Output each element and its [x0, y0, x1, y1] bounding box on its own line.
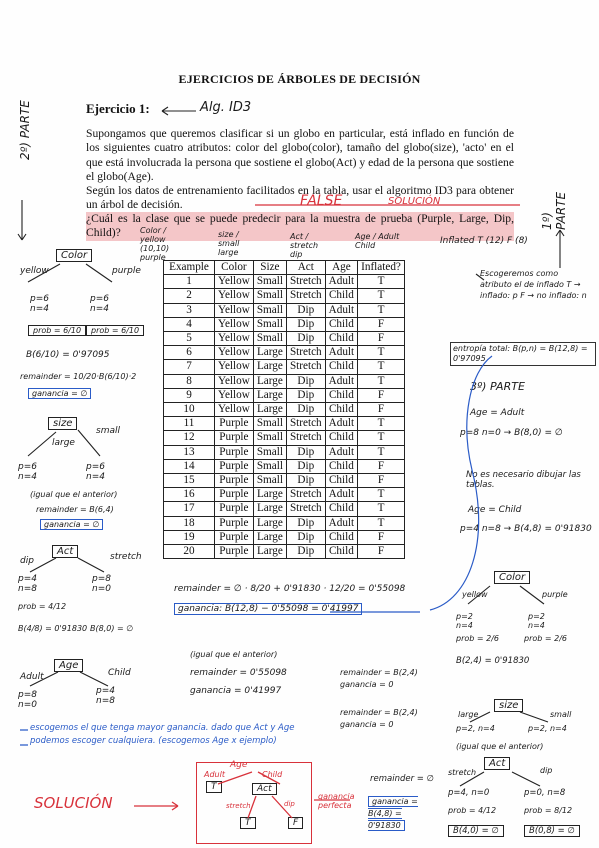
table-cell: F [358, 545, 405, 559]
b-0-8: B(0,8) = ∅ [524, 826, 580, 836]
sol-adult-label: Adult [204, 770, 225, 779]
table-cell: F [358, 332, 405, 346]
sol-t1: T [206, 782, 222, 792]
table-cell: 1 [164, 275, 215, 289]
ganancia-zero: ganancia = 0 [340, 680, 394, 689]
pn-dip2: p=0, n=8 [524, 788, 566, 798]
table-cell: 4 [164, 317, 215, 331]
ganancia-age: ganancia = 0'41997 [190, 686, 282, 696]
size-node: size [48, 418, 77, 429]
b-2-4: B(2,4) = 0'91830 [456, 656, 530, 666]
ganancia-zero-b: ganancia = 0 [340, 720, 394, 729]
igual-note-3: (igual que el anterior) [456, 742, 544, 751]
header-size: Size [253, 261, 286, 275]
table-cell: Large [253, 388, 286, 402]
table-cell: 15 [164, 474, 215, 488]
remainder-empty: remainder = ∅ [370, 774, 435, 784]
table-cell: Large [253, 488, 286, 502]
table-cell: Yellow [215, 346, 254, 360]
table-cell: 11 [164, 417, 215, 431]
header-color: Color [215, 261, 254, 275]
table-cell: Stretch [286, 488, 325, 502]
table-cell: Dip [286, 445, 325, 459]
table-cell: 19 [164, 530, 215, 544]
age-adult-label: Age = Adult [470, 408, 525, 418]
table-cell: Purple [215, 545, 254, 559]
table-cell: Purple [215, 502, 254, 516]
table-cell: T [358, 417, 405, 431]
table-cell: Purple [215, 530, 254, 544]
prob-purple2: prob = 2/6 [524, 634, 568, 643]
table-cell: Small [253, 317, 286, 331]
table-cell: Dip [286, 388, 325, 402]
branch-small: small [96, 426, 120, 436]
prob-4-12: prob = 4/12 [18, 602, 67, 611]
remainder-b24b: remainder = B(2,4) [340, 708, 418, 717]
branch-adult: Adult [20, 672, 44, 682]
table-cell: Small [253, 431, 286, 445]
table-cell: T [358, 374, 405, 388]
table-cell: Small [253, 275, 286, 289]
table-cell: T [358, 502, 405, 516]
table-cell: 18 [164, 516, 215, 530]
table-cell: Stretch [286, 360, 325, 374]
table-cell: Yellow [215, 275, 254, 289]
table-cell: 2 [164, 289, 215, 303]
branch-dip2: dip [540, 766, 553, 775]
table-cell: Dip [286, 530, 325, 544]
pn-yellow: p=6 n=4 [30, 294, 49, 314]
pn-child: p=4 n=8 [96, 686, 115, 706]
ganancia-act-eq: ganancia: B(12,8) − 0'55098 = 0'41997 [174, 604, 362, 614]
table-cell: Large [253, 530, 286, 544]
header-age: Age [325, 261, 357, 275]
ganancia-size: ganancia = ∅ [40, 520, 103, 529]
branch-purple2: purple [542, 590, 568, 599]
table-cell: 14 [164, 459, 215, 473]
prob-stretch2: prob = 4/12 [448, 806, 497, 815]
pn-stretch: p=8 n=0 [92, 574, 111, 594]
table-cell: Purple [215, 459, 254, 473]
table-cell: Purple [215, 431, 254, 445]
table-cell: Large [253, 403, 286, 417]
table-cell: 8 [164, 374, 215, 388]
ganancia-color: ganancia = ∅ [28, 389, 91, 398]
table-cell: 12 [164, 431, 215, 445]
table-cell: Yellow [215, 360, 254, 374]
table-cell: Dip [286, 303, 325, 317]
table-cell: Dip [286, 474, 325, 488]
table-cell: Child [325, 388, 357, 402]
handwritten-header-color: Color / yellow (10,10) purple [140, 226, 170, 262]
sol-age-label: Age [230, 760, 248, 770]
table-cell: Adult [325, 374, 357, 388]
table-cell: F [358, 317, 405, 331]
act-node: Act [52, 546, 78, 557]
pn-dip: p=4 n=8 [18, 574, 37, 594]
pn-small: p=6 n=4 [86, 462, 105, 482]
sol-dip: dip [284, 800, 295, 808]
table-cell: Small [253, 303, 286, 317]
table-cell: Adult [325, 488, 357, 502]
table-cell: Stretch [286, 275, 325, 289]
age-child-label: Age = Child [468, 505, 522, 515]
table-cell: Child [325, 431, 357, 445]
table-cell: Purple [215, 488, 254, 502]
table-cell: F [358, 459, 405, 473]
exercise-question: ¿Cuál es la clase que se puede predecir para la muestra de prueba (Purple, Large, Dip, Child)? [86, 212, 514, 240]
table-cell: T [358, 289, 405, 303]
table-cell: Stretch [286, 502, 325, 516]
age-adult-pn: p=8 n=0 → B(8,0) = ∅ [460, 428, 563, 438]
table-cell: Dip [286, 403, 325, 417]
table-cell: 5 [164, 332, 215, 346]
pn-yellow2: p=2 n=4 [456, 612, 473, 630]
sol-stretch: stretch [226, 802, 251, 810]
table-cell: T [358, 488, 405, 502]
b-8-0: B(8,0) = ∅ [90, 624, 134, 633]
table-cell: 9 [164, 388, 215, 402]
b-4-0: B(4,0) = ∅ [448, 826, 504, 836]
sol-child-label: Child [262, 770, 283, 779]
prob-dip2: prob = 8/12 [524, 806, 573, 815]
table-cell: Stretch [286, 346, 325, 360]
color-node: Color [56, 250, 92, 261]
table-cell: Adult [325, 516, 357, 530]
table-cell: Dip [286, 459, 325, 473]
branch-small2: small [550, 710, 572, 719]
color2-node: Color [494, 572, 530, 583]
table-cell: Dip [286, 317, 325, 331]
handwritten-header-age: Age / Adult Child [355, 232, 400, 250]
size2-node: size [494, 700, 523, 711]
table-cell: 3 [164, 303, 215, 317]
pn-adult: p=8 n=0 [18, 690, 37, 710]
table-cell: Small [253, 459, 286, 473]
branch-yellow: yellow [20, 266, 49, 276]
table-cell: Yellow [215, 317, 254, 331]
table-cell: Child [325, 360, 357, 374]
header-example: Example [164, 261, 215, 275]
table-cell: Yellow [215, 403, 254, 417]
branch-stretch2: stretch [448, 768, 477, 777]
handwritten-header-size: size / small large [218, 230, 240, 257]
table-cell: F [358, 388, 405, 402]
exercise-label: Ejercicio 1: [86, 101, 150, 116]
table-cell: Child [325, 502, 357, 516]
table-cell: Dip [286, 332, 325, 346]
table-cell: Adult [325, 275, 357, 289]
igual-note-1: (igual que el anterior) [30, 490, 118, 499]
table-cell: T [358, 445, 405, 459]
table-cell: Child [325, 317, 357, 331]
table-cell: Purple [215, 474, 254, 488]
right-intro-note: Escogeremos como atributo el de inflado T → inflado: p F → no inflado: n [480, 269, 587, 300]
entropia-total-box: entropía total: B(p,n) = B(12,8) = 0'97095 [450, 342, 596, 366]
branch-large: large [52, 438, 75, 448]
table-cell: Child [325, 403, 357, 417]
table-cell: T [358, 516, 405, 530]
table-cell: Small [253, 445, 286, 459]
table-cell: 10 [164, 403, 215, 417]
branch-child: Child [108, 668, 131, 678]
sol-t2: T [240, 818, 256, 828]
sol-act: Act [252, 784, 277, 794]
document-title: EJERCICIOS DE ÁRBOLES DE DECISIÓN [178, 72, 421, 86]
table-cell: Dip [286, 374, 325, 388]
solucion-label: SOLUCIÓN [34, 794, 113, 812]
table-cell: F [358, 403, 405, 417]
table-cell: T [358, 303, 405, 317]
table-cell: 20 [164, 545, 215, 559]
remainder-age: remainder = 0'55098 [190, 668, 287, 678]
table-cell: Child [325, 459, 357, 473]
remainder-act-eq: remainder = ∅ · 8/20 + 0'91830 · 12/20 = 0'55098 [174, 584, 406, 594]
handwritten-inflated: Inflated T (12) F (8) [440, 236, 528, 246]
table-cell: Purple [215, 445, 254, 459]
remainder-b24: remainder = B(2,4) [340, 668, 418, 677]
table-cell: Purple [215, 516, 254, 530]
table-cell: Adult [325, 303, 357, 317]
table-cell: Adult [325, 445, 357, 459]
act2-node: Act [484, 758, 510, 769]
table-cell: Large [253, 545, 286, 559]
pn-stretch2: p=4, n=0 [448, 788, 490, 798]
remainder-size: remainder = B(6,4) [36, 505, 114, 514]
table-cell: Large [253, 374, 286, 388]
exercise-paragraph-1: Supongamos que queremos clasificar si un globo en particular, está inflado en función de los siguientes cuatro atributos: color del globo(color), tamaño del globo(size), 'acto' en el que está involucrada la persona que sostiene el globo(Act) y edad de la persona que sostiene el globo(Age). [86, 127, 514, 184]
table-cell: Child [325, 545, 357, 559]
table-cell: Purple [215, 417, 254, 431]
branch-dip: dip [20, 556, 34, 566]
table-cell: Adult [325, 346, 357, 360]
table-cell: Large [253, 516, 286, 530]
b-4-8: B(4/8) = 0'91830 [18, 624, 88, 633]
table-cell: 6 [164, 346, 215, 360]
table-cell: Small [253, 289, 286, 303]
handwritten-parte-2: 2º) PARTE [18, 100, 32, 160]
handwritten-parte-3: 3º) PARTE [470, 380, 525, 393]
handwritten-solucion-small: SOLUCIÓN [388, 196, 441, 207]
table-cell: F [358, 474, 405, 488]
prob-right: prob = 6/10 [86, 326, 144, 335]
handwritten-parte-1: 1º) PARTE [540, 191, 568, 230]
table-cell: Large [253, 360, 286, 374]
pn-purple2: p=2 n=4 [528, 612, 545, 630]
sol-f: F [288, 818, 303, 828]
table-cell: T [358, 275, 405, 289]
pn-large: p=6 n=4 [18, 462, 37, 482]
table-cell: F [358, 530, 405, 544]
table-cell: T [358, 431, 405, 445]
table-cell: Small [253, 474, 286, 488]
handwritten-header-act: Act / stretch dip [290, 232, 319, 259]
no-necesario-note: No es necesario dibujar las tablas. [466, 470, 581, 490]
table-cell: 13 [164, 445, 215, 459]
remainder-color: remainder = 10/20·B(6/10)·2 [20, 372, 137, 381]
table-cell: Child [325, 474, 357, 488]
table-cell: Child [325, 530, 357, 544]
table-cell: Small [253, 417, 286, 431]
table-cell: Stretch [286, 431, 325, 445]
branch-yellow2: yellow [462, 590, 488, 599]
pn-purple: p=6 n=4 [90, 294, 109, 314]
table-cell: T [358, 346, 405, 360]
blue-note: escogemos el que tenga mayor ganancia. dado que Act y Age podemos escoger cualquiera. (escogemos Age x ejemplo) [30, 723, 295, 746]
table-cell: Yellow [215, 303, 254, 317]
prob-yellow2: prob = 2/6 [456, 634, 500, 643]
table-cell: Adult [325, 417, 357, 431]
ganancia-box: ganancia = B(4,8) = 0'91830 [368, 797, 418, 830]
table-cell: T [358, 360, 405, 374]
header-act: Act [286, 261, 325, 275]
table-cell: 16 [164, 488, 215, 502]
table-cell: Stretch [286, 289, 325, 303]
handwritten-false: FALSE [300, 193, 343, 209]
table-cell: Large [253, 502, 286, 516]
ganancia-perfecta: ganancia perfecta [318, 792, 355, 810]
table-cell: Large [253, 346, 286, 360]
branch-large2: large [458, 710, 479, 719]
table-cell: Yellow [215, 388, 254, 402]
pn-large2: p=2, n=4 [456, 724, 495, 733]
igual-note-2: (igual que el anterior) [190, 650, 278, 659]
table-cell: Small [253, 332, 286, 346]
branch-purple: purple [112, 266, 141, 276]
table-cell: Stretch [286, 417, 325, 431]
table-cell: Child [325, 289, 357, 303]
table-cell: Yellow [215, 332, 254, 346]
table-cell: Yellow [215, 374, 254, 388]
b-entropy-eq: B(6/10) = 0'97095 [26, 350, 110, 360]
handwritten-alg-note: Alg. ID3 [200, 100, 252, 115]
age-child-pn: p=4 n=8 → B(4,8) = 0'91830 [460, 524, 592, 534]
table-cell: Dip [286, 516, 325, 530]
table-cell: Yellow [215, 289, 254, 303]
exercise-paragraph-2: Según los datos de entrenamiento facilitados en la tabla, usar el algoritmo ID3 para obtener un árbol de decisión. [86, 184, 514, 212]
prob-left: prob = 6/10 [28, 326, 86, 335]
pn-small2: p=2, n=4 [528, 724, 567, 733]
branch-stretch: stretch [110, 552, 142, 562]
age-node: Age [54, 660, 83, 671]
header-inflated: Inflated? [358, 261, 405, 275]
table-cell: Child [325, 332, 357, 346]
table-cell: 7 [164, 360, 215, 374]
table-cell: 17 [164, 502, 215, 516]
table-cell: Dip [286, 545, 325, 559]
